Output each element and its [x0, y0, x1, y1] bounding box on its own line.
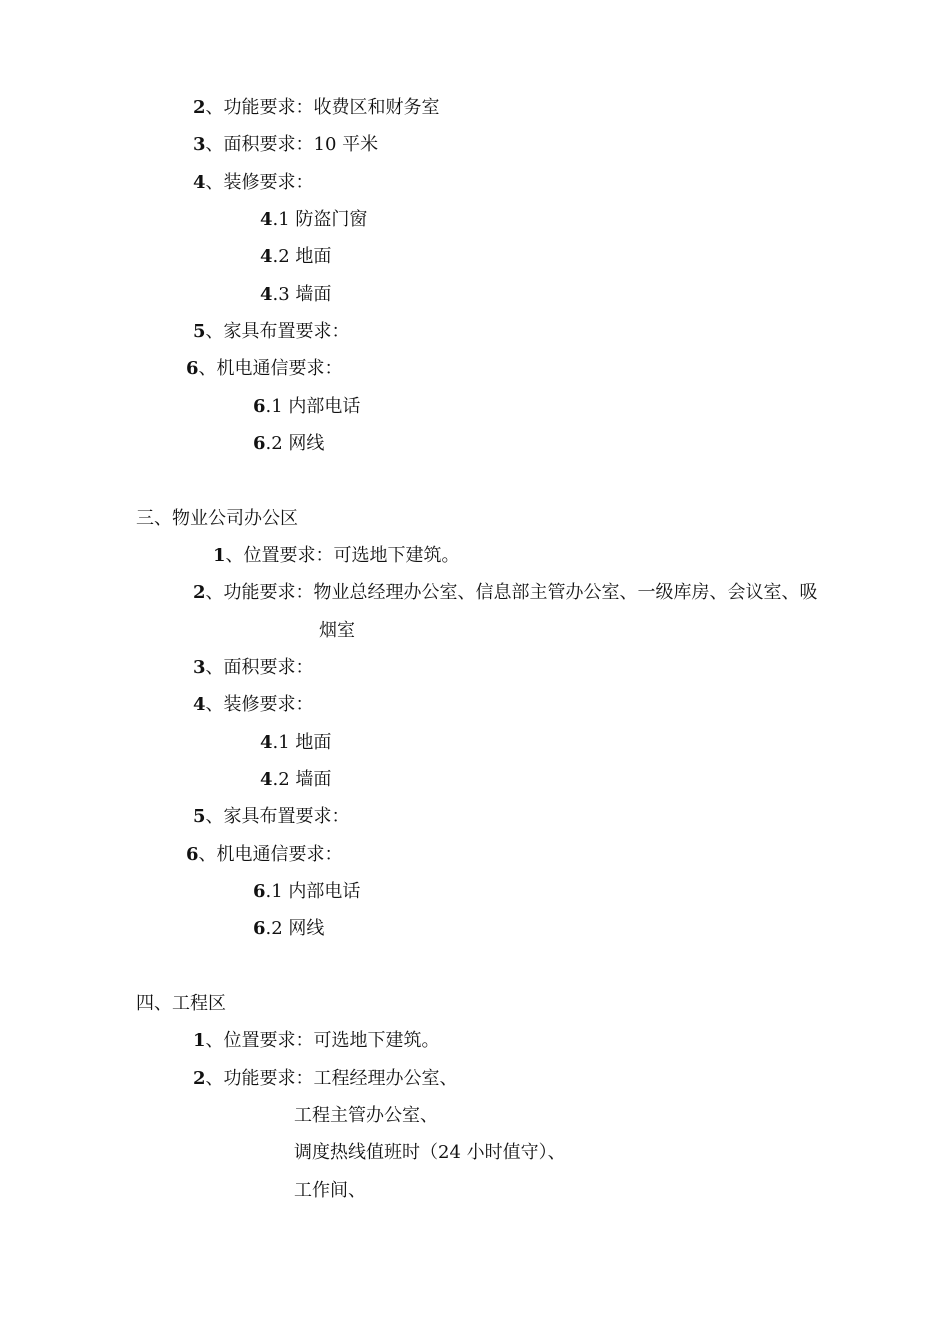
list-item: 5、家具布置要求： — [193, 321, 350, 342]
list-item: 3、面积要求：10 平米 — [193, 134, 379, 155]
list-item-continuation: 调度热线值班时（24 小时值守）、 — [294, 1142, 566, 1163]
list-item: 4、装修要求： — [193, 172, 314, 193]
sub-list-item: 4.1 防盗门窗 — [260, 209, 368, 230]
sub-list-item: 4.1 地面 — [260, 732, 332, 753]
list-item: 6、机电通信要求： — [186, 358, 343, 379]
list-item-continuation: 工程主管办公室、 — [294, 1105, 438, 1126]
list-item: 2、功能要求：物业总经理办公室、信息部主管办公室、一级库房、会议室、吸 — [193, 582, 818, 603]
list-item: 2、功能要求：工程经理办公室、 — [193, 1068, 458, 1089]
list-item: 3、面积要求： — [193, 657, 314, 678]
list-item-continuation: 烟室 — [319, 620, 355, 641]
section-heading: 四、工程区 — [136, 993, 226, 1014]
sub-list-item: 6.2 网线 — [253, 433, 325, 454]
sub-list-item: 6.2 网线 — [253, 918, 325, 939]
list-item: 1、位置要求：可选地下建筑。 — [213, 545, 460, 566]
list-item: 1、位置要求：可选地下建筑。 — [193, 1030, 440, 1051]
list-item: 6、机电通信要求： — [186, 844, 343, 865]
list-item: 5、家具布置要求： — [193, 806, 350, 827]
sub-list-item: 4.3 墙面 — [260, 284, 332, 305]
sub-list-item: 6.1 内部电话 — [253, 881, 361, 902]
list-item-continuation: 工作间、 — [294, 1180, 366, 1201]
list-item: 4、装修要求： — [193, 694, 314, 715]
sub-list-item: 4.2 地面 — [260, 246, 332, 267]
list-item: 2、功能要求：收费区和财务室 — [193, 97, 440, 118]
sub-list-item: 6.1 内部电话 — [253, 396, 361, 417]
sub-list-item: 4.2 墙面 — [260, 769, 332, 790]
section-heading: 三、物业公司办公区 — [136, 508, 298, 529]
